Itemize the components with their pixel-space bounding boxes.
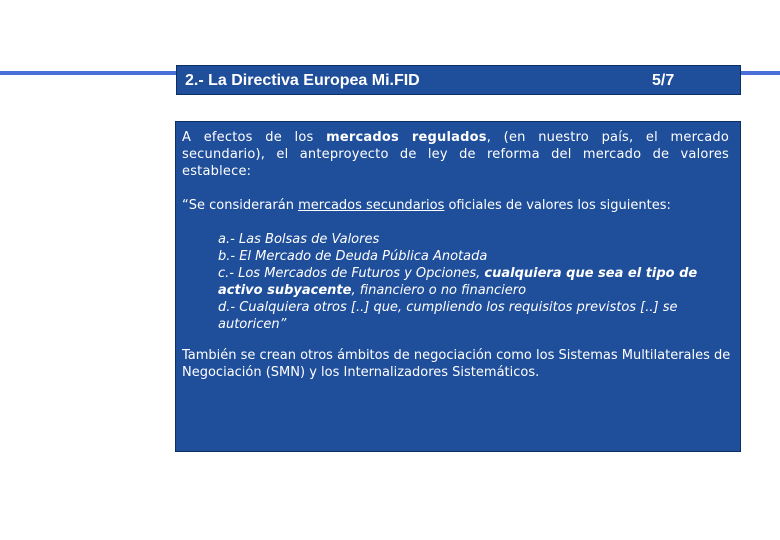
quote-intro-text: “Se considerarán — [182, 198, 299, 213]
list-item-text-end: , financiero o no financiero — [351, 283, 527, 298]
slide-title: 2.- La Directiva Europea Mi.FID — [185, 72, 420, 89]
decorative-rule-right — [740, 71, 780, 75]
list-item-bold-text: cualquiera que sea el tipo de activo subyacente — [218, 266, 698, 298]
intro-bold-term: mercados regulados — [326, 130, 487, 145]
content-panel — [175, 121, 741, 452]
intro-text-end: , (en nuestro país, el mercado secundario), el anteproyecto de ley de reforma del mercado de valores establece: — [182, 130, 729, 179]
title-bar — [176, 65, 741, 95]
decorative-rule-left — [0, 71, 176, 75]
list-item: a.- Las Bolsas de Valores — [218, 232, 380, 247]
quote-intro-paragraph — [182, 197, 732, 214]
list-item-text: c.- Los Mercados de Futuros y Opciones, — [218, 266, 485, 281]
closing-paragraph: También se crean otros ámbitos de negociación como los Sistemas Multilaterales de Negociación (SMN) y los Internalizadores Sistemáticos. — [182, 348, 731, 380]
markets-list — [218, 231, 728, 333]
quote-intro-text-end: oficiales de valores los siguientes: — [444, 198, 671, 213]
underlined-term: mercados secundarios — [298, 198, 445, 213]
list-item — [218, 265, 728, 299]
intro-paragraph — [182, 129, 729, 180]
list-item: d.- Cualquiera otros [..] que, cumpliendo los requisitos previstos [..] se autoricen” — [218, 300, 678, 332]
page-number: 5/7 — [652, 72, 675, 89]
intro-text: A efectos de los — [182, 130, 327, 145]
list-item: b.- El Mercado de Deuda Pública Anotada — [218, 249, 488, 264]
